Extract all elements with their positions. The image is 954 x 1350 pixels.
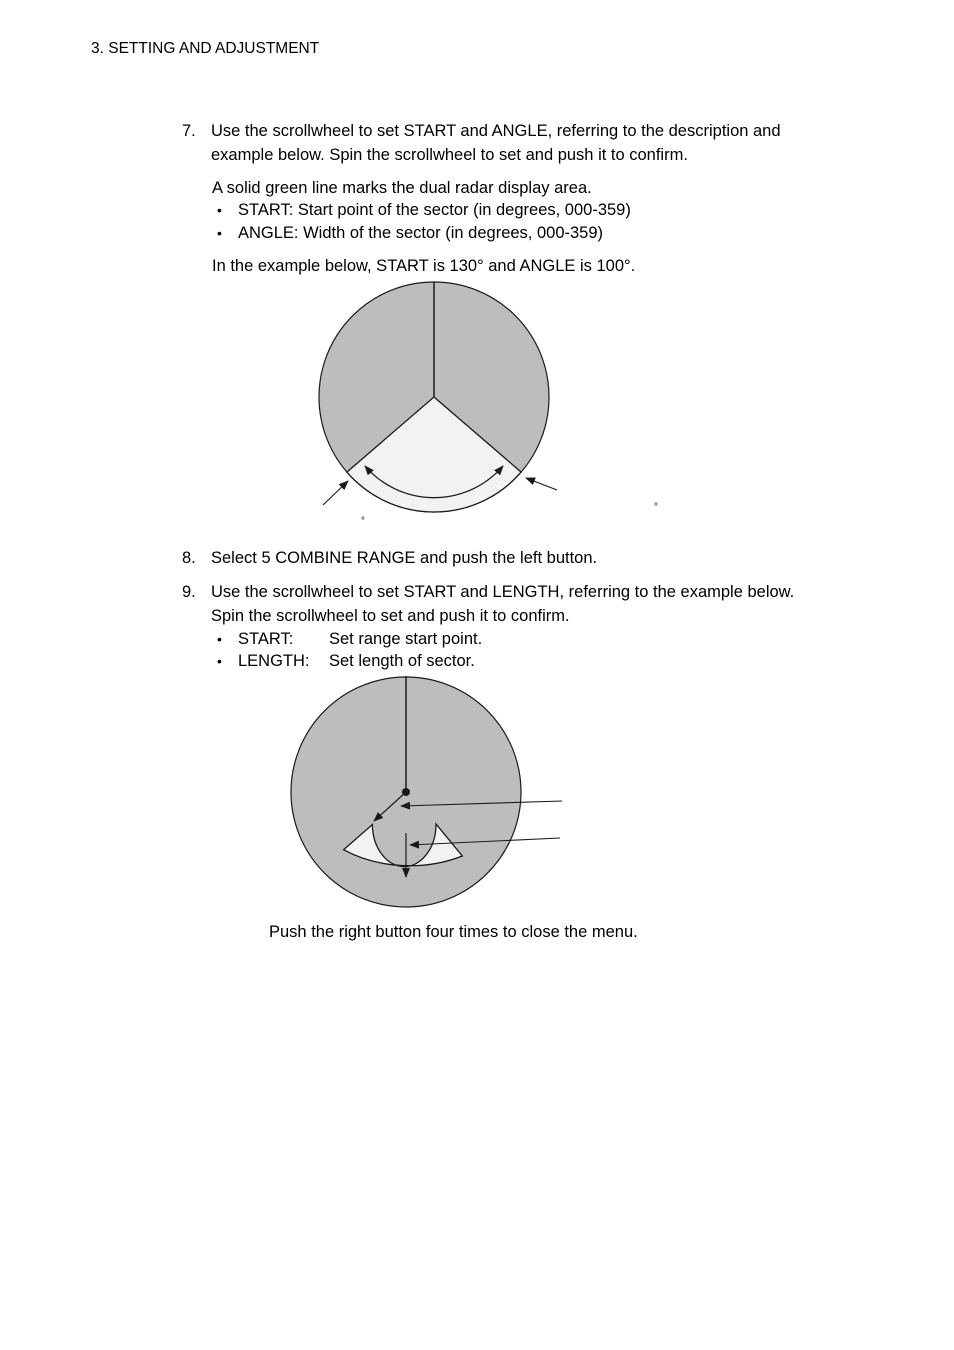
step-9-bullet-length-desc: Set length of sector. [329, 652, 475, 670]
step-9-bullet-length-term: LENGTH: [238, 652, 310, 670]
closing-text: Push the right button four times to close the menu. [269, 923, 638, 941]
degree-mark: ° [654, 502, 658, 513]
step-7-line-1: Use the scrollwheel to set START and ANGLE, referring to the description and [211, 122, 781, 140]
degree-mark: ° [361, 516, 365, 527]
step-7-bullet-angle: ANGLE: Width of the sector (in degrees, 000-359) [238, 224, 604, 242]
step-8-text: Select 5 COMBINE RANGE and push the left button. [211, 549, 598, 567]
step-9-line-1: Use the scrollwheel to set START and LENGTH, referring to the example below. [211, 583, 795, 601]
step-9-bullet-start-desc: Set range start point. [329, 630, 483, 648]
end-pointer-arrow [526, 478, 557, 490]
step-9-number: 9. [182, 583, 196, 601]
step-7-bullet-start: START: Start point of the sector (in degrees, 000-359) [238, 201, 631, 219]
bullet-icon: • [217, 225, 222, 241]
step-7-line-2: example below. Spin the scrollwheel to set and push it to confirm. [211, 146, 688, 164]
step-9-line-2: Spin the scrollwheel to set and push it to confirm. [211, 607, 570, 625]
bullet-icon: • [217, 202, 222, 218]
page-header: 3. SETTING AND ADJUSTMENT [91, 40, 320, 57]
bullet-icon: • [217, 653, 222, 669]
step-7-number: 7. [182, 122, 196, 140]
step-9-bullet-start-term: START: [238, 630, 294, 648]
bullet-icon: • [217, 631, 222, 647]
step-7-example: In the example below, START is 130° and ANGLE is 100°. [212, 257, 636, 275]
start-pointer-arrow [323, 481, 348, 505]
step-8-number: 8. [182, 549, 196, 567]
step-7-note: A solid green line marks the dual radar display area. [212, 179, 592, 197]
